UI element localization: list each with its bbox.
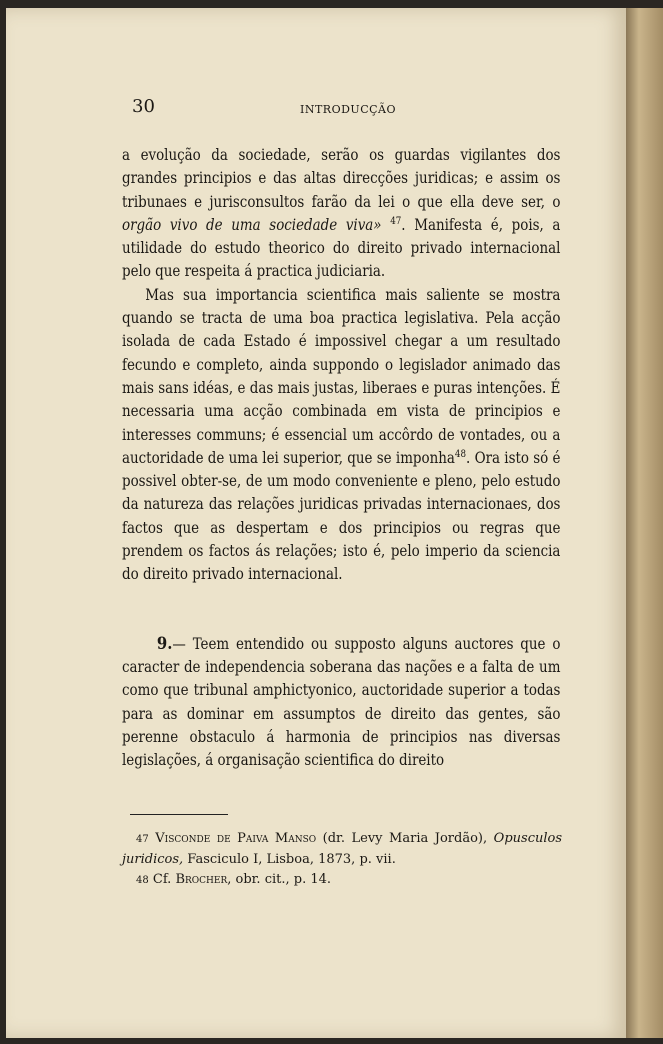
footnote-number: 48: [136, 875, 149, 887]
footnote-text: (dr. Levy Maria Jordão),: [316, 831, 494, 847]
footnote-text: Cf.: [152, 872, 176, 888]
footnote-author: Visconde de Paiva Manso: [155, 831, 317, 847]
footnote-rule: [130, 814, 228, 815]
section-number: 9.: [156, 633, 173, 654]
paragraph-1: [122, 144, 560, 284]
running-head: INTRODUCÇÃO: [300, 103, 396, 116]
footnote-ref-47: 47: [390, 215, 402, 227]
footnote-author: Brocher: [175, 872, 228, 888]
footnote-47: [122, 829, 562, 870]
footnote-ref-48: 48: [454, 448, 467, 460]
page-header: [122, 96, 562, 124]
footnote-text: Fasciculo I, Lisboa, 1873, p. vii.: [183, 852, 396, 868]
paragraph-1-quote: orgão vivo de uma sociedade viva»: [122, 215, 382, 234]
footnote-text: , obr. cit., p. 14.: [227, 872, 332, 888]
paragraph-2: [122, 284, 560, 587]
section-9-paragraph: [122, 633, 560, 773]
footnote-number: 47: [136, 834, 149, 846]
page-number: 30: [132, 96, 155, 117]
section-9-text: — Teem entendido ou supposto alguns auctores que o caracter de independencia soberana das nações e a falta de um como que tribunal amphictyonico, auctoridade superior a todas para as dominar em assumptos de direito das gentes, são perenne obstaculo á harmonia de principios nas diversas legislações, á organisação scientifica do direito: [122, 634, 561, 770]
paragraph-2-text-b: . Ora isto só é possivel obter-se, de um modo conveniente e pleno, pelo estudo da natureza das relações juridicas privadas internacionaes, dos factos que as despertam e dos principios ou regras que prendem os factos ás relações; isto é, pelo imperio da sciencia do direito privado internacional.: [122, 448, 561, 584]
page-edge: [626, 8, 663, 1038]
paragraph-1-text-b: . Manifesta é, pois, a utilidade do estudo theorico do direito privado internacional pelo que respeita á practica judiciaria.: [122, 215, 561, 281]
footnotes: [122, 829, 562, 891]
paragraph-2-text-a: Mas sua importancia scientifica mais saliente se mostra quando se tracta de uma boa practica legislativa. Pela acção isolada de cada Estado é impossivel chegar a um resultado fecundo e completo, ainda suppondo o legislador animado das mais sans idéas, e das mais justas, liberaes e puras intenções. É necessaria uma acção combinada em vista de principios e interesses communs; é essencial um accôrdo de vontades, ou a auctoridade de uma lei superior, que se imponha: [122, 285, 561, 467]
paragraph-1-text-a: a evolução da sociedade, serão os guardas vigilantes dos grandes principios e das altas direcções juridicas; e assim os tribunaes e jurisconsultos farão da lei o que ella deve ser, o: [122, 146, 561, 211]
page-content: [122, 96, 562, 891]
footnote-title: Opusculos juridicos,: [122, 831, 563, 868]
footnote-48: [122, 870, 562, 891]
